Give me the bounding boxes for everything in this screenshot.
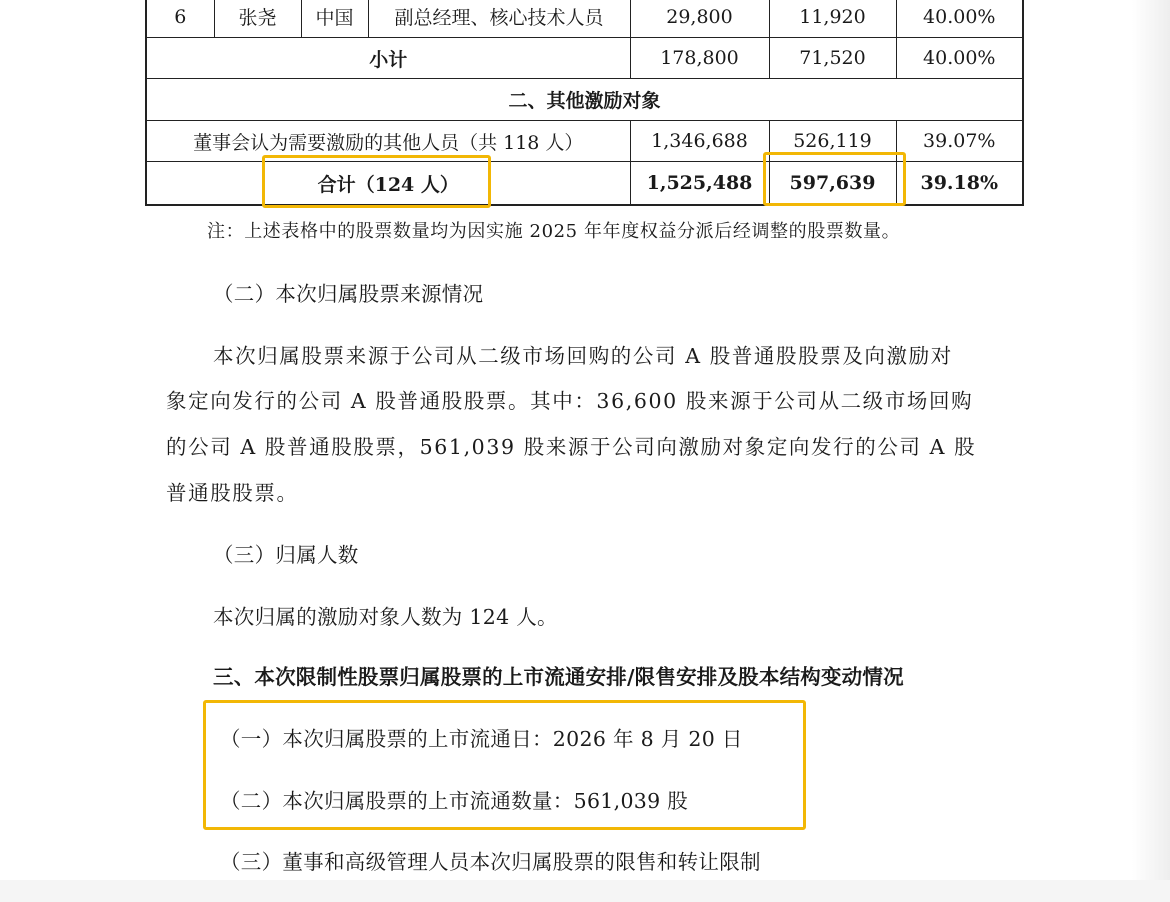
other-label: 董事会认为需要激励的其他人员（共 118 人） [146, 121, 630, 162]
total-ratio: 39.18% [896, 162, 1023, 206]
part3-heading: 三、本次限制性股票归属股票的上市流通安排/限售安排及股本结构变动情况 [213, 665, 904, 689]
page-edge-shadow [1132, 0, 1170, 902]
table-row-person-6 [146, 0, 1023, 38]
sec3-heading: （三）归属人数 [213, 543, 359, 567]
sec2-line-4: 普通股股票。 [166, 481, 299, 505]
section-title: 二、其他激励对象 [146, 79, 1023, 121]
subtotal-ratio: 40.00% [896, 38, 1023, 79]
listing-date: （一）本次归属股票的上市流通日：2026 年 8 月 20 日 [220, 727, 743, 751]
table-row-subtotal [146, 38, 1023, 79]
sec2-line-1: 本次归属股票来源于公司从二级市场回购的公司 A 股普通股股票及向激励对 [213, 344, 953, 368]
cell-vest: 11,920 [769, 0, 896, 38]
highlight-total-label [262, 155, 491, 208]
total-label: 合计（124 人） [146, 162, 630, 206]
restriction-heading: （三）董事和高级管理人员本次归属股票的限售和转让限制 [220, 850, 761, 874]
total-vest: 597,639 [769, 162, 896, 206]
cell-nation: 中国 [301, 0, 368, 38]
cell-granted: 29,800 [630, 0, 769, 38]
sec3-body: 本次归属的激励对象人数为 124 人。 [213, 605, 558, 629]
cell-no: 6 [146, 0, 214, 38]
table-row-section-title [146, 79, 1023, 121]
cell-role: 副总经理、核心技术人员 [368, 0, 630, 38]
subtotal-label: 小计 [146, 38, 630, 79]
sec2-line-3: 的公司 A 股普通股股票，561,039 股来源于公司向激励对象定向发行的公司 A 股 [166, 435, 977, 459]
other-ratio: 39.07% [896, 121, 1023, 162]
total-granted: 1,525,488 [630, 162, 769, 206]
other-granted: 1,346,688 [630, 121, 769, 162]
sec2-line-2: 象定向发行的公司 A 股普通股股票。其中：36,600 股来源于公司从二级市场回购 [166, 389, 974, 413]
highlight-total-vest [763, 152, 906, 206]
page-bottom-strip [0, 880, 1170, 902]
table-note: 注：上述表格中的股票数量均为因实施 2025 年年度权益分派后经调整的股票数量。 [207, 221, 901, 242]
cell-name: 张尧 [214, 0, 301, 38]
subtotal-granted: 178,800 [630, 38, 769, 79]
subtotal-vest: 71,520 [769, 38, 896, 79]
listing-quantity: （二）本次归属股票的上市流通数量：561,039 股 [220, 789, 689, 813]
other-vest: 526,119 [769, 121, 896, 162]
cell-ratio: 40.00% [896, 0, 1023, 38]
sec2-heading: （二）本次归属股票来源情况 [213, 282, 484, 306]
